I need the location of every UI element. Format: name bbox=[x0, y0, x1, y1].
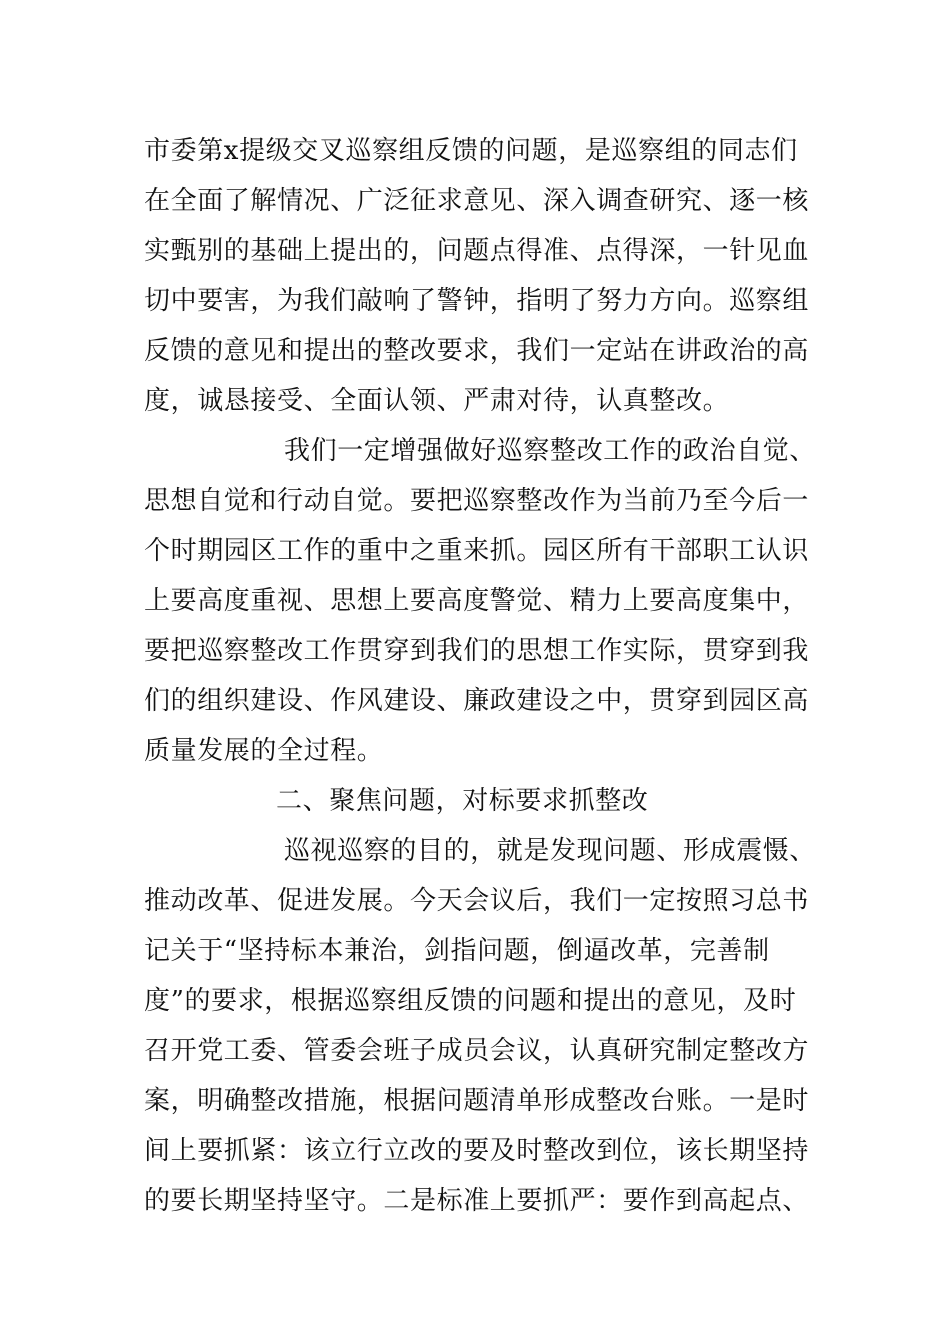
text-line: 推动改革、促进发展。今天会议后，我们一定按照习总书 bbox=[144, 886, 810, 916]
text-line: 们的组织建设、作风建设、廉政建设之中，贯穿到园区高 bbox=[144, 686, 810, 716]
document-body bbox=[144, 126, 817, 1226]
text-line: 实甄别的基础上提出的，问题点得准、点得深，一针见血 bbox=[144, 236, 810, 266]
text-line: 案，明确整改措施，根据问题清单形成整改台账。一是时 bbox=[144, 1086, 810, 1116]
text-line: 的要长期坚持坚守。二是标准上要抓严：要作到高起点、 bbox=[144, 1186, 810, 1216]
text-line: 在全面了解情况、广泛征求意见、深入调查研究、逐一核 bbox=[144, 186, 810, 216]
section-heading: 二、聚焦问题，对标要求抓整改 bbox=[276, 786, 649, 816]
text-line: 个时期园区工作的重中之重来抓。园区所有干部职工认识 bbox=[144, 536, 810, 566]
text-line: 记关于“坚持标本兼治，剑指问题，倒逼改革，完善制 bbox=[144, 936, 770, 966]
text-line: 间上要抓紧：该立行立改的要及时整改到位，该长期坚持 bbox=[144, 1136, 810, 1166]
paragraph-first-line: 巡视巡察的目的，就是发现问题、形成震慑、 bbox=[284, 836, 817, 866]
text-line: 度”的要求，根据巡察组反馈的问题和提出的意见，及时 bbox=[144, 986, 797, 1016]
text-line: 质量发展的全过程。 bbox=[144, 736, 384, 766]
text-line: 度，诚恳接受、全面认领、严肃对待，认真整改。 bbox=[144, 386, 730, 416]
text-line: 思想自觉和行动自觉。要把巡察整改作为当前乃至今后一 bbox=[144, 486, 810, 516]
text-line: 上要高度重视、思想上要高度警觉、精力上要高度集中， bbox=[144, 586, 810, 616]
text-line: 反馈的意见和提出的整改要求，我们一定站在讲政治的高 bbox=[144, 336, 810, 366]
text-line: 召开党工委、管委会班子成员会议，认真研究制定整改方 bbox=[144, 1036, 810, 1066]
text-line: 切中要害，为我们敲响了警钟，指明了努力方向。巡察组 bbox=[144, 286, 810, 316]
text-line: 市委第x提级交叉巡察组反馈的问题，是巡察组的同志们 bbox=[144, 136, 798, 166]
paragraph-first-line: 我们一定增强做好巡察整改工作的政治自觉、 bbox=[284, 436, 817, 466]
text-line: 要把巡察整改工作贯穿到我们的思想工作实际，贯穿到我 bbox=[144, 636, 810, 666]
